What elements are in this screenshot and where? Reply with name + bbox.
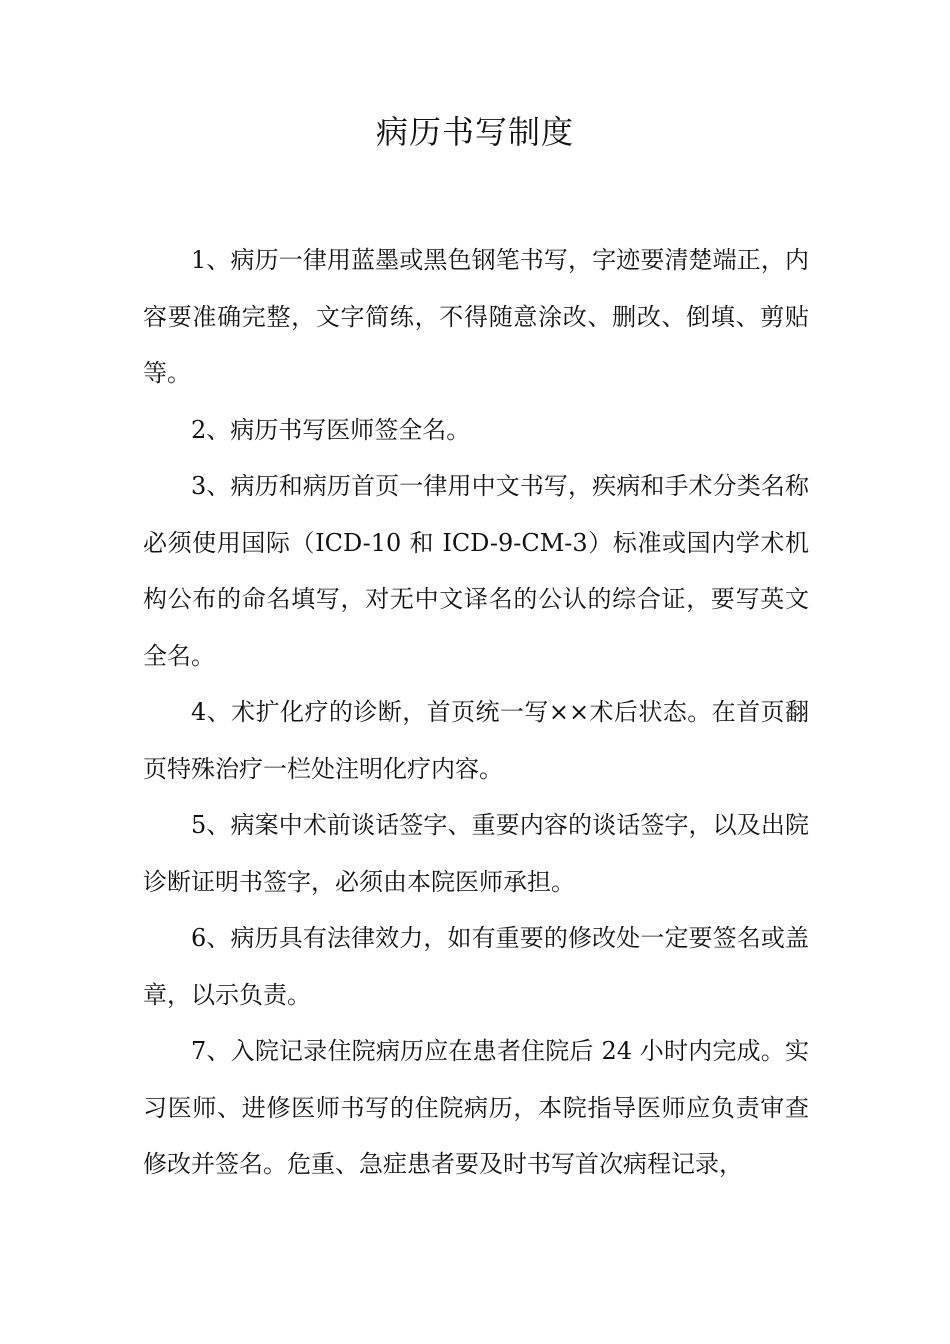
paragraph-4: 4、术扩化疗的诊断，首页统一写××术后状态。在首页翻页特殊治疗一栏处注明化疗内容。 [143, 698, 809, 783]
paragraph-3: 3、病历和病历首页一律用中文书写，疾病和手术分类名称必须使用国际（ICD-10 和 ICD-9-CM-3）标准或国内学术机构公布的命名填写，对无中文译名的公认的综合证，要写英文全名。 [143, 472, 809, 670]
document-title: 病历书写制度 [375, 113, 574, 151]
paragraph-6: 6、病历具有法律效力，如有重要的修改处一定要签名或盖章，以示负责。 [143, 924, 809, 1009]
paragraph-2: 2、病历书写医师签全名。 [191, 415, 471, 444]
paragraph-5: 5、病案中术前谈话签字、重要内容的谈话签字，以及出院诊断证明书签字，必须由本院医师承担。 [143, 811, 809, 896]
paragraph-1: 1、病历一律用蓝墨或黑色钢笔书写，字迹要清楚端正，内容要准确完整，文字简练，不得随意涂改、删改、倒填、剪贴等。 [143, 246, 809, 387]
document-body [143, 232, 809, 1193]
paragraph-7: 7、入院记录住院病历应在患者住院后 24 小时内完成。实习医师、进修医师书写的住院病历，本院指导医师应负责审查修改并签名。危重、急症患者要及时书写首次病程记录， [143, 1037, 809, 1178]
